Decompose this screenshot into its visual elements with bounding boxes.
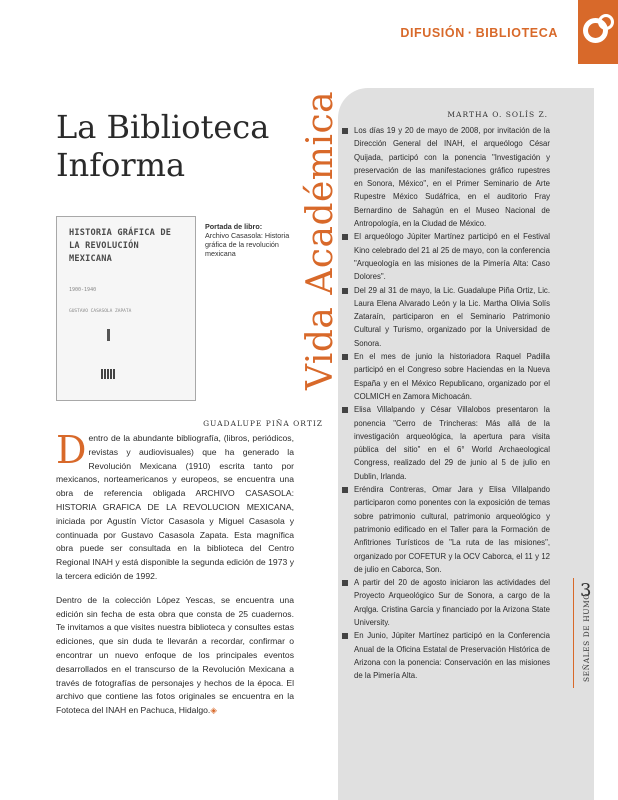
page-number: 3 <box>580 580 592 601</box>
logo-small-ring-icon <box>598 14 614 30</box>
news-item: El arqueólogo Júpiter Martínez participó en el Festival Kino celebrado del 21 al 25 de mayo, con la conferencia "Arqueología en las misiones de la Pimería Alta: Caso Dolores". <box>342 230 550 283</box>
end-mark-icon: ◈ <box>210 705 217 716</box>
section-header <box>400 26 558 40</box>
left-article-body <box>56 428 294 728</box>
right-margin-strip <box>594 88 618 800</box>
caption-heading: Portada de libro: <box>205 222 263 231</box>
magazine-logo <box>578 0 618 64</box>
book-cover-subtitle: 1900-1940 <box>69 287 97 293</box>
book-cover-rule <box>107 329 110 341</box>
section-label: DIFUSIÓN <box>400 26 465 40</box>
news-list <box>342 124 550 682</box>
page-title-line-2: Informa <box>56 146 186 184</box>
page-number-rule <box>573 578 574 688</box>
header-separator: · <box>467 26 473 40</box>
left-article-author: GUADALUPE PIÑA ORTIZ <box>203 419 323 428</box>
magazine-name: SEÑALES DE HUMO <box>582 593 591 682</box>
caption-text: Archivo Casasola: Historia gráfica de la revolución mexicana <box>205 231 290 258</box>
news-item: En el mes de junio la historiadora Raquel Padilla participó en el Congreso sobre Haciendas en la Nueva España y en el México Republicano, organizado por el COLMICH en Zamora Michoacán. <box>342 350 550 403</box>
section-vertical-title: Vida Académica <box>300 90 341 390</box>
left-article-paragraph-2: Dentro de la colección López Yescas, se encuentra una edición sin fecha de esta obra que consta de 25 cuadernos. Te invitamos a que visites nuestra biblioteca y consultes estas ediciones, que sin duda te llevarán a recordar, confirmar o encontrar un nuevo enfoque de los principales eventos desarrollados en el transcurso de la Revolución Mexicana a través de fotografías de personajes y hechos de la época. El archivo que contiene las fotos originales se encuentra en la Fototeca del INAH en Pachuca, Hidalgo.◈ <box>56 594 294 716</box>
page-title-line-1: La Biblioteca <box>56 108 270 146</box>
news-item: En Junio, Júpiter Martínez participó en la Conferencia Anual de la Oficina Estatal de Preservación Histórica de Arizona con la ponencia: Conservación en las misiones de la Pimería Alta. <box>342 629 550 682</box>
news-item: Los días 19 y 20 de mayo de 2008, por invitación de la Dirección General del INAH, el arqueólogo César Quijada, participó con la ponencia "Investigación y preservación de las manifestaciones gráfico rupestres en Sonora, México", en el Primer Seminario de Arte Rupestre México Sudáfrica, en el auditorio Fray Bernardino de Sahagún en el Museo Nacional de Antropología, en la Ciudad de México. <box>342 124 550 230</box>
book-cover-publisher-mark <box>101 369 115 379</box>
news-item: Del 29 al 31 de mayo, la Lic. Guadalupe Piña Ortiz, Lic. Laura Elena Alvarado León y la Lic. Martha Olivia Solís Zataraín, participaron en el Seminario Patrimonio Cultural y Turismo, organizado por la Universidad de Sonora. <box>342 284 550 350</box>
news-item: Eréndira Contreras, Omar Jara y Elisa Villalpando participaron como ponentes con la exposición de temas sobre patrimonio cultural, patrimonio arqueológico y patrimonio edificado en el Taller para la Formación de Anfitriones Turísticos de "La ruta de las misiones", organizado por COFETUR y la OCV Caborca, el 11 y 12 de julio en Caborca, Son. <box>342 483 550 576</box>
image-caption <box>205 222 305 258</box>
news-item: Elisa Villalpando y César Villalobos presentaron la ponencia "Cerro de Trincheras: Más allá de la investigación arqueológica, la apertura para visita pública del sitio" en el 6° World Archaeological Congress, realizado del 29 de junio al 5 de julio en Dublin, Irlanda. <box>342 403 550 483</box>
right-article-author: MARTHA O. SOLÍS Z. <box>447 110 548 119</box>
book-cover-title: HISTORIA GRÁFICA DE LA REVOLUCIÓN MEXICANA <box>69 228 172 264</box>
subsection-label: BIBLIOTECA <box>475 26 558 40</box>
book-cover-authors: GUSTAVO CASASOLA ZAPATA <box>69 309 132 314</box>
page-title <box>56 108 269 184</box>
dropcap: D <box>56 428 87 472</box>
book-cover-image <box>56 216 196 401</box>
left-article-paragraph-1: Dentro de la abundante bibliografía, (libros, periódicos, revistas y audiovisuales) que ha generado la Revolución Mexicana (1910) escrita tanto por mexicanos, norteamericanos y europeos, se encuentra una obra de referencia obligada ARCHIVO CASASOLA: HISTORIA GRAFICA DE LA REVOLUCION MEXICANA, iniciada por Agustín Víctor Casasola y Miguel Casasola y continuada por Gustavo Casasola Zapata. Esta magnífica obra puede ser consultada en la biblioteca del Centro Regional INAH y está disponible la segunda edición de 1973 y la tercera edición de 1992. <box>56 428 294 581</box>
news-item: A partir del 20 de agosto iniciaron las actividades del Proyecto Arqueológico Sur de Sonora, a cargo de la Arqlga. Cristina García y financiado por la Arizona State University. <box>342 576 550 629</box>
